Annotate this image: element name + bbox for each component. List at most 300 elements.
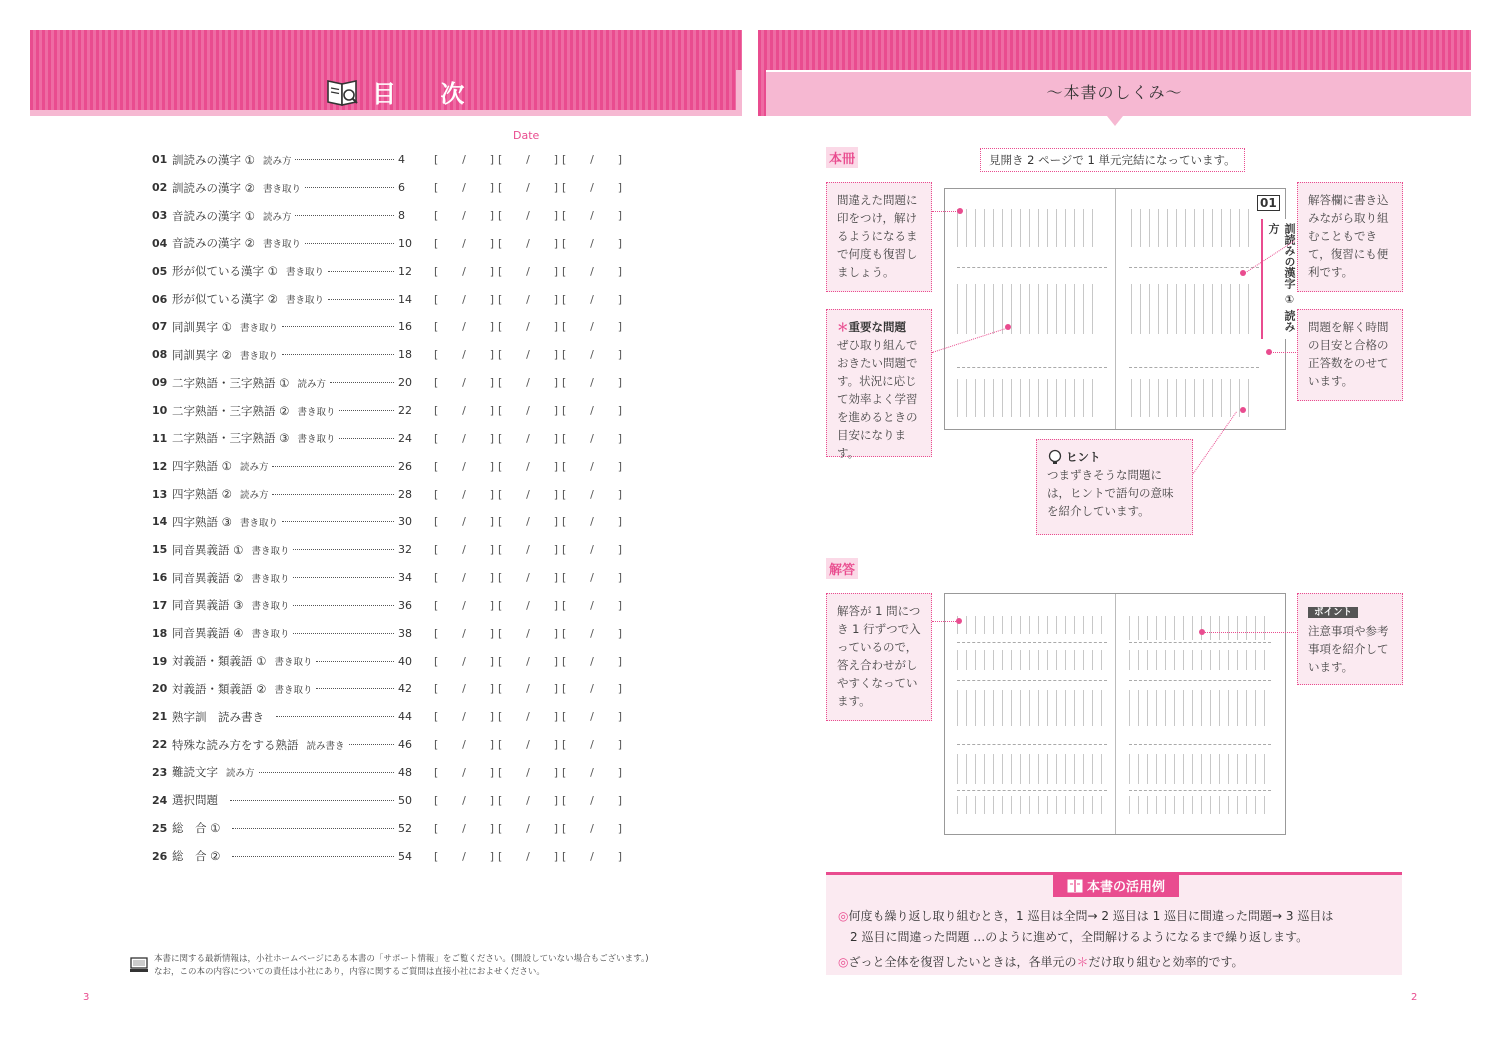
toc-date-fields: [434, 794, 626, 807]
date-field[interactable]: [ / ]: [434, 654, 494, 668]
toc-page-number: 44: [398, 710, 412, 724]
toc-title: 熟字訓 読み書き: [172, 709, 264, 724]
toc-page-number: 8: [398, 209, 405, 223]
date-field[interactable]: [ / ]: [562, 626, 622, 640]
toc-leader-dots: [282, 354, 394, 355]
callout-hint-body: つまずきそうな問題には，ヒントで語句の意味を紹介しています。: [1047, 468, 1174, 518]
toc-title: 対義語・類義語 ①: [172, 654, 267, 669]
toc-title: 特殊な読み方をする熟語: [172, 737, 299, 752]
toc-leader-dots: [316, 688, 394, 689]
toc-row: [152, 424, 632, 452]
date-field[interactable]: [ / ]: [562, 376, 622, 390]
date-field[interactable]: [ / ]: [562, 264, 622, 278]
sample-rule: [1129, 642, 1271, 643]
toc-leader-dots: [339, 438, 394, 439]
toc-page-number: 20: [398, 376, 412, 390]
toc-leader-dots: [282, 521, 394, 522]
date-field[interactable]: [ / ]: [562, 682, 622, 696]
date-field[interactable]: [ / ]: [498, 654, 558, 668]
toc-page-number: 36: [398, 598, 412, 612]
spread-gutter: [1115, 594, 1116, 834]
toc-title: 二字熟語・三字熟語 ②: [172, 403, 290, 418]
unit-tab: 訓読みの漢字 ① 読み方: [1261, 219, 1299, 339]
toc-number: 25: [152, 821, 168, 835]
date-field[interactable]: [ / ]: [434, 543, 494, 557]
callout-important: [826, 309, 932, 460]
toc-page-number: 50: [398, 793, 412, 807]
toc-number: 26: [152, 849, 168, 863]
sample-text-block: [1131, 209, 1255, 247]
toc-page-number: 32: [398, 543, 412, 557]
date-field[interactable]: [ / ]: [434, 320, 494, 334]
toc-subtitle: 書き取り: [297, 406, 336, 418]
toc-number: 06: [152, 292, 168, 306]
date-field[interactable]: [ / ]: [434, 626, 494, 640]
callout-hint-head: ヒント: [1066, 450, 1101, 464]
date-field[interactable]: [ / ]: [562, 765, 622, 779]
book-icon: [1067, 878, 1083, 894]
date-field[interactable]: [ / ]: [434, 571, 494, 585]
toc-number: 18: [152, 626, 168, 640]
toc-subtitle: 書き取り: [285, 295, 324, 307]
toc-number: 17: [152, 598, 168, 612]
date-field[interactable]: [ / ]: [498, 181, 558, 195]
toc-number: 07: [152, 320, 168, 334]
sample-answer-row: [1129, 754, 1271, 784]
toc-leader-dots: [339, 410, 394, 411]
toc-number: 23: [152, 765, 168, 779]
date-field[interactable]: [ / ]: [434, 236, 494, 250]
date-field[interactable]: [ / ]: [562, 292, 622, 306]
toc-title: 訓読みの漢字 ①: [172, 152, 255, 167]
toc-title: 総 合 ②: [172, 849, 221, 864]
toc-number: 21: [152, 710, 168, 724]
sample-rule: [957, 744, 1107, 745]
toc-title: 対義語・類義語 ②: [172, 681, 267, 696]
leader-dot: [1266, 349, 1272, 355]
usage-line-1: ◎何度も繰り返し取り組むとき，1 巡目は全問→ 2 巡目は 1 巡目に間違った問題→ 3 巡目は: [838, 909, 1334, 923]
date-field[interactable]: [ / ]: [434, 431, 494, 445]
toc-subtitle: 読み方: [226, 768, 255, 780]
date-field[interactable]: [ / ]: [498, 404, 558, 418]
toc-date-fields: [434, 515, 626, 528]
toc-row: [152, 508, 632, 536]
toc-title-text: 目 次: [372, 80, 483, 108]
toc-page-number: 22: [398, 404, 412, 418]
toc-number: 16: [152, 571, 168, 585]
toc-leader-dots: [330, 382, 394, 383]
toc-date-fields: [434, 293, 626, 306]
toc-title: 同訓異字 ①: [172, 319, 232, 334]
toc-title: 形が似ている漢字 ①: [172, 264, 278, 279]
toc-date-fields: [434, 599, 626, 612]
toc-row: [152, 536, 632, 564]
date-field[interactable]: [ / ]: [434, 793, 494, 807]
toc-page-number: 28: [398, 487, 412, 501]
toc-subtitle: 書き取り: [297, 434, 336, 446]
toc-number: 22: [152, 738, 168, 752]
toc-row: [152, 675, 632, 703]
toc-leader-dots: [232, 856, 394, 857]
toc-date-fields: [434, 320, 626, 333]
usage-example-box: [826, 872, 1402, 975]
toc-row: [152, 397, 632, 425]
date-field[interactable]: [ / ]: [434, 765, 494, 779]
toc-leader-dots: [293, 549, 394, 550]
toc-row: [152, 285, 632, 313]
callout-important-head: 重要な問題: [848, 320, 906, 334]
date-field[interactable]: [ / ]: [498, 793, 558, 807]
date-field[interactable]: [ / ]: [498, 598, 558, 612]
toc-number: 15: [152, 543, 168, 557]
toc-date-fields: [434, 738, 626, 751]
page-number-right: 2: [1411, 992, 1418, 1003]
callout-mistake: 間違えた問題に印をつけ，解けるようになるまで何度も復習しましょう。: [826, 182, 932, 292]
toc-page-number: 48: [398, 765, 412, 779]
notice-line-1: 本書に関する最新情報は，小社ホームページにある本書の「サポート情報」をご覧ください。(開設していない場合もございます。): [154, 954, 649, 964]
toc-leader-dots: [272, 494, 394, 495]
toc-page-number: 34: [398, 571, 412, 585]
toc-row: [152, 230, 632, 258]
toc-row: [152, 146, 632, 174]
toc-page-number: 4: [398, 153, 405, 167]
date-field[interactable]: [ / ]: [434, 487, 494, 501]
leader-line: [932, 211, 960, 212]
toc-date-fields: [434, 265, 626, 278]
header-bottom-strip: [30, 110, 742, 116]
callout-time-target: 問題を解く時間の目安と合格の正答数をのせています。: [1297, 309, 1403, 401]
toc-subtitle: 読み方: [262, 211, 292, 223]
toc-number: 19: [152, 654, 168, 668]
date-field[interactable]: [ / ]: [498, 487, 558, 501]
toc-page-number: 52: [398, 821, 412, 835]
toc-date-fields: [434, 543, 626, 556]
toc-subtitle: 書き取り: [262, 183, 301, 195]
toc-subtitle: 読み方: [239, 490, 269, 502]
toc-number: 05: [152, 264, 168, 278]
toc-subtitle: 書き取り: [262, 239, 301, 251]
spread-banner: 見開き 2 ページで 1 単元完結になっています。: [980, 148, 1245, 172]
toc-title: 難読文字: [172, 765, 218, 780]
toc-leader-dots: [272, 466, 394, 467]
monitor-icon: [130, 957, 148, 973]
leader-line: [932, 621, 958, 622]
sample-answer-row: [957, 650, 1107, 670]
date-field[interactable]: [ / ]: [434, 459, 494, 473]
sample-rule: [1129, 680, 1271, 681]
date-field[interactable]: [ / ]: [562, 738, 622, 752]
toc-page-number: 46: [398, 738, 412, 752]
toc-number: 13: [152, 487, 168, 501]
leader-dot: [1240, 407, 1246, 413]
date-field[interactable]: [ / ]: [498, 292, 558, 306]
toc-page-number: 26: [398, 459, 412, 473]
callout-point: [1297, 593, 1403, 685]
date-field[interactable]: [ / ]: [562, 404, 622, 418]
toc-subtitle: 書き取り: [251, 629, 290, 641]
usage-title: [1053, 874, 1179, 897]
toc-row: [152, 619, 632, 647]
sample-answer-row: [1129, 796, 1271, 814]
toc-subtitle: 読み方: [239, 462, 269, 474]
page-number-left: 3: [83, 992, 90, 1003]
toc-leader-dots: [295, 159, 394, 160]
date-field[interactable]: [ / ]: [498, 431, 558, 445]
date-field[interactable]: [ / ]: [562, 710, 622, 724]
toc-page-number: 38: [398, 626, 412, 640]
date-field[interactable]: [ / ]: [434, 738, 494, 752]
sample-rule: [957, 367, 1107, 368]
toc-leader-dots: [276, 716, 394, 717]
date-field[interactable]: [ / ]: [498, 209, 558, 223]
toc-row: [152, 842, 632, 870]
toc-date-fields: [434, 153, 626, 166]
toc-subtitle: 書き取り: [274, 684, 313, 696]
toc-subtitle: 書き取り: [239, 350, 278, 362]
date-field[interactable]: [ / ]: [498, 682, 558, 696]
toc-row: [152, 759, 632, 787]
sample-answer-row: [1129, 690, 1271, 726]
toc-leader-dots: [293, 577, 394, 578]
date-field[interactable]: [ / ]: [562, 236, 622, 250]
leader-dot: [1005, 324, 1011, 330]
toc-number: 01: [152, 153, 168, 167]
leader-dot: [1240, 270, 1246, 276]
date-field[interactable]: [ / ]: [498, 320, 558, 334]
toc-subtitle: 読み方: [297, 378, 326, 390]
toc-leader-dots: [328, 271, 394, 272]
toc-title: 同音異義語 ①: [172, 542, 244, 557]
toc-list: [152, 146, 632, 870]
toc-title: 選択問題: [172, 793, 218, 808]
toc-number: 08: [152, 348, 168, 362]
date-field[interactable]: [ / ]: [562, 487, 622, 501]
date-field[interactable]: [ / ]: [434, 515, 494, 529]
callout-answer-column: 解答欄に書き込みながら取り組むこともできて，復習にも便利です。: [1297, 182, 1403, 292]
date-field[interactable]: [ / ]: [498, 626, 558, 640]
leader-line: [1202, 632, 1298, 633]
toc-number: 02: [152, 181, 168, 195]
toc-subtitle: 書き取り: [239, 517, 278, 529]
toc-leader-dots: [293, 605, 394, 606]
toc-page-number: 42: [398, 682, 412, 696]
sample-rule: [957, 790, 1107, 791]
book-search-icon: [326, 75, 360, 109]
toc-number: 11: [152, 431, 168, 445]
toc-title: [326, 74, 482, 109]
toc-page-number: 54: [398, 849, 412, 863]
toc-row: [152, 452, 632, 480]
toc-page-number: 10: [398, 236, 412, 250]
callout-point-body: 注意事項や参考事項を紹介しています。: [1308, 624, 1389, 674]
sample-answer-row: [1129, 616, 1271, 640]
toc-number: 03: [152, 209, 168, 223]
date-field[interactable]: [ / ]: [498, 348, 558, 362]
header-pointer-triangle: [1107, 116, 1123, 126]
toc-page-number: 30: [398, 515, 412, 529]
date-field[interactable]: [ / ]: [498, 543, 558, 557]
spread-gutter: [1115, 189, 1116, 429]
date-field[interactable]: [ / ]: [434, 598, 494, 612]
date-field[interactable]: [ / ]: [562, 849, 622, 863]
toc-row: [152, 313, 632, 341]
toc-date-fields: [434, 571, 626, 584]
toc-row: [152, 786, 632, 814]
date-field[interactable]: [ / ]: [562, 515, 622, 529]
toc-page-number: 24: [398, 431, 412, 445]
date-field[interactable]: [ / ]: [498, 849, 558, 863]
toc-subtitle: 書き取り: [285, 267, 324, 279]
toc-date-fields: [434, 627, 626, 640]
date-field[interactable]: [ / ]: [434, 376, 494, 390]
toc-title: 二字熟語・三字熟語 ③: [172, 431, 290, 446]
callout-answer-rows: 解答が 1 問につき 1 行ずつで入っているので，答え合わせがしやすくなっています。: [826, 593, 932, 721]
toc-date-fields: [434, 209, 626, 222]
toc-date-fields: [434, 348, 626, 361]
unit-number: 01: [1257, 195, 1280, 211]
date-field[interactable]: [ / ]: [498, 710, 558, 724]
sample-text-block: [1131, 284, 1255, 334]
toc-title: 同音異義語 ②: [172, 570, 244, 585]
sample-answer-row: [957, 616, 1107, 634]
date-field[interactable]: [ / ]: [562, 571, 622, 585]
toc-number: 12: [152, 459, 168, 473]
date-field[interactable]: [ / ]: [434, 292, 494, 306]
toc-number: 04: [152, 236, 168, 250]
date-field[interactable]: [ / ]: [498, 264, 558, 278]
date-field[interactable]: [ / ]: [562, 209, 622, 223]
header-side-tab: [736, 70, 742, 110]
date-field[interactable]: [ / ]: [434, 821, 494, 835]
date-field[interactable]: [ / ]: [434, 849, 494, 863]
toc-title: 同音異義語 ③: [172, 598, 244, 613]
asterisk-icon: ＊: [1076, 955, 1089, 969]
date-field[interactable]: [ / ]: [562, 793, 622, 807]
date-field[interactable]: [ / ]: [498, 571, 558, 585]
date-field[interactable]: [ / ]: [562, 821, 622, 835]
date-field[interactable]: [ / ]: [434, 209, 494, 223]
asterisk-icon: ＊: [837, 320, 849, 334]
bullet-icon: ◎: [838, 909, 849, 923]
toc-leader-dots: [305, 243, 394, 244]
toc-number: 20: [152, 682, 168, 696]
date-field[interactable]: [ / ]: [434, 348, 494, 362]
toc-date-fields: [434, 822, 626, 835]
toc-date-fields: [434, 766, 626, 779]
toc-subtitle: 書き取り: [239, 322, 278, 334]
date-field[interactable]: [ / ]: [434, 404, 494, 418]
date-field[interactable]: [ / ]: [498, 821, 558, 835]
toc-date-fields: [434, 655, 626, 668]
toc-leader-dots: [328, 299, 394, 300]
leader-line: [1268, 352, 1298, 353]
toc-row: [152, 174, 632, 202]
toc-title: 四字熟語 ①: [172, 459, 232, 474]
toc-title: 四字熟語 ②: [172, 487, 232, 502]
toc-row: [152, 257, 632, 285]
date-field[interactable]: [ / ]: [498, 153, 558, 167]
callout-important-body: ぜひ取り組んでおきたい問題です。状況に応じて効率よく学習を進めるときの目安になります。: [837, 338, 918, 460]
date-field[interactable]: [ / ]: [562, 181, 622, 195]
toc-leader-dots: [316, 661, 394, 662]
date-field[interactable]: [ / ]: [434, 264, 494, 278]
sample-answer-row: [957, 796, 1107, 814]
date-field[interactable]: [ / ]: [562, 598, 622, 612]
date-field[interactable]: [ / ]: [434, 682, 494, 696]
date-field[interactable]: [ / ]: [434, 710, 494, 724]
date-field[interactable]: [ / ]: [498, 738, 558, 752]
toc-leader-dots: [230, 800, 394, 801]
toc-title: 四字熟語 ③: [172, 514, 232, 529]
toc-subtitle: 書き取り: [251, 573, 290, 585]
toc-subtitle: 書き取り: [251, 545, 290, 557]
date-field[interactable]: [ / ]: [562, 320, 622, 334]
toc-title: 総 合 ①: [172, 821, 221, 836]
date-field[interactable]: [ / ]: [498, 515, 558, 529]
date-field[interactable]: [ / ]: [434, 153, 494, 167]
toc-title: 二字熟語・三字熟語 ①: [172, 375, 290, 390]
toc-date-fields: [434, 432, 626, 445]
toc-row: [152, 480, 632, 508]
date-field[interactable]: [ / ]: [562, 459, 622, 473]
toc-date-fields: [434, 181, 626, 194]
date-field[interactable]: [ / ]: [498, 459, 558, 473]
toc-date-fields: [434, 488, 626, 501]
toc-date-fields: [434, 237, 626, 250]
usage-title-text: 本書の活用例: [1087, 880, 1166, 895]
toc-date-fields: [434, 682, 626, 695]
sample-rule: [1129, 267, 1259, 268]
date-field[interactable]: [ / ]: [498, 376, 558, 390]
toc-row: [152, 564, 632, 592]
date-field[interactable]: [ / ]: [562, 431, 622, 445]
honsatsu-tag: 本冊: [826, 147, 858, 168]
toc-leader-dots: [305, 187, 394, 188]
sample-rule: [957, 267, 1107, 268]
date-field[interactable]: [ / ]: [434, 181, 494, 195]
support-notice: [130, 953, 649, 979]
main-book-spread: [944, 188, 1296, 430]
sample-text-block: [957, 379, 1097, 417]
date-field[interactable]: [ / ]: [562, 348, 622, 362]
date-field[interactable]: [ / ]: [498, 236, 558, 250]
toc-page-number: 6: [398, 181, 405, 195]
sample-text-block: [957, 209, 1097, 247]
bullet-icon: ◎: [838, 955, 849, 969]
structure-title: ～本書のしくみ～: [1046, 83, 1183, 102]
toc-date-fields: [434, 710, 626, 723]
toc-leader-dots: [349, 744, 394, 745]
toc-number: 24: [152, 793, 168, 807]
kaitou-tag: 解答: [826, 558, 858, 579]
toc-page-number: 14: [398, 292, 412, 306]
leader-dot: [1199, 629, 1205, 635]
toc-page-number: 18: [398, 348, 412, 362]
sample-rule: [957, 680, 1107, 681]
toc-row: [152, 341, 632, 369]
toc-page-number: 12: [398, 264, 412, 278]
toc-row: [152, 814, 632, 842]
toc-leader-dots: [259, 772, 394, 773]
date-field[interactable]: [ / ]: [562, 153, 622, 167]
toc-row: [152, 703, 632, 731]
date-field[interactable]: [ / ]: [562, 654, 622, 668]
leader-dot: [956, 618, 962, 624]
date-field[interactable]: [ / ]: [562, 543, 622, 557]
date-field[interactable]: [ / ]: [498, 765, 558, 779]
lightbulb-icon: [1047, 449, 1063, 465]
sample-rule: [957, 642, 1107, 643]
